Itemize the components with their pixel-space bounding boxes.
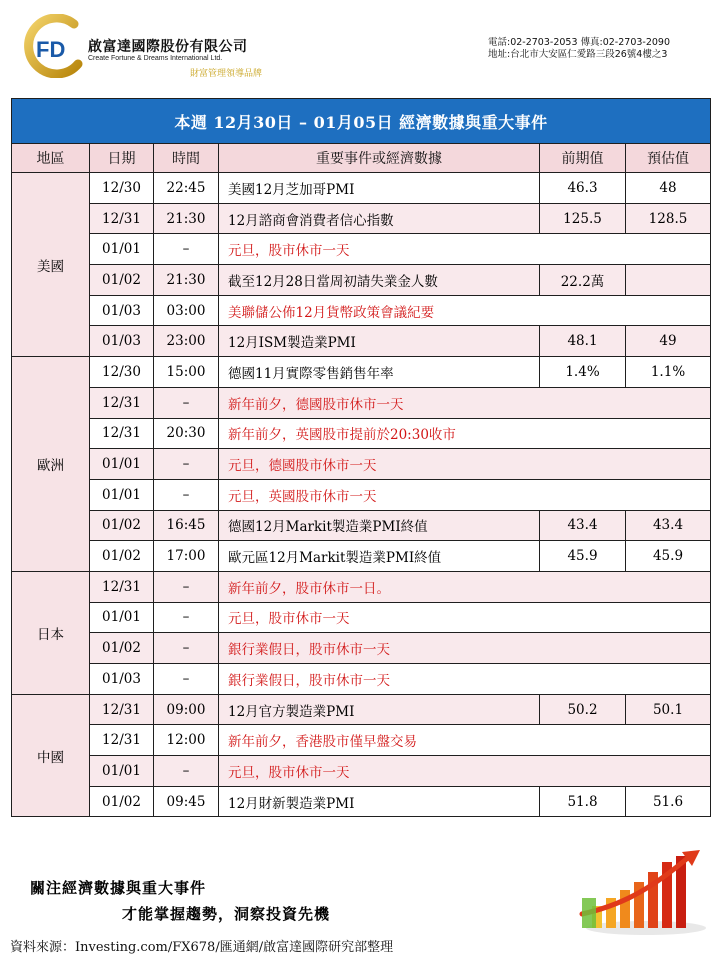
company-logo [22, 14, 292, 84]
date-cell: 01/01 [90, 479, 154, 510]
date-cell: 12/31 [90, 571, 154, 602]
time-cell: – [154, 633, 219, 664]
time-cell: 12:00 [154, 725, 219, 756]
date-cell: 01/02 [90, 786, 154, 817]
date-cell: 01/02 [90, 541, 154, 572]
event-cell: 歐元區12月Markit製造業PMI終值 [219, 541, 540, 572]
time-cell: 20:30 [154, 418, 219, 449]
table-row [12, 510, 711, 541]
previous-value-cell: 43.4 [540, 510, 626, 541]
table-row [12, 725, 711, 756]
table-row [12, 664, 711, 695]
event-cell: 銀行業假日，股市休市一天 [219, 633, 711, 664]
event-cell: 銀行業假日，股市休市一天 [219, 664, 711, 695]
rising-bars-illustration [578, 848, 708, 936]
company-name-cn: 啟富達國際股份有限公司 [88, 39, 248, 55]
date-cell: 01/03 [90, 664, 154, 695]
date-cell: 01/01 [90, 449, 154, 480]
time-cell: 15:00 [154, 357, 219, 388]
time-cell: 17:00 [154, 541, 219, 572]
event-cell: 美國12月芝加哥PMI [219, 173, 540, 204]
previous-value-cell: 22.2萬 [540, 265, 626, 296]
slogan-line1: 關注經濟數據與重大事件 [30, 879, 207, 897]
fd-logo-icon [22, 14, 86, 78]
event-cell: 元旦，英國股市休市一天 [219, 479, 711, 510]
contact-info [488, 37, 670, 61]
header-event: 重要事件或經濟數據 [219, 144, 540, 173]
date-cell: 12/31 [90, 725, 154, 756]
time-cell: 03:00 [154, 295, 219, 326]
date-cell: 01/02 [90, 633, 154, 664]
event-cell: 12月諮商會消費者信心指數 [219, 203, 540, 234]
header-previous: 前期值 [540, 144, 626, 173]
time-cell: 09:45 [154, 786, 219, 817]
date-cell: 01/03 [90, 295, 154, 326]
brand-tagline: 財富管理領導品牌 [190, 69, 263, 79]
slogan-line2: 才能掌握趨勢，洞察投資先機 [122, 905, 331, 923]
region-cell: 日本 [12, 571, 90, 694]
region-cell: 中國 [12, 694, 90, 817]
event-cell: 元旦，股市休市一天 [219, 756, 711, 787]
event-cell: 德國11月實際零售銷售年率 [219, 357, 540, 388]
previous-value-cell: 51.8 [540, 786, 626, 817]
event-cell: 美聯儲公佈12月貨幣政策會議紀要 [219, 295, 711, 326]
time-cell: 21:30 [154, 203, 219, 234]
table-row [12, 449, 711, 480]
date-cell: 01/02 [90, 510, 154, 541]
table-row [12, 541, 711, 572]
table-row [12, 203, 711, 234]
time-cell: – [154, 571, 219, 602]
time-cell: – [154, 602, 219, 633]
header-forecast: 預估值 [626, 144, 711, 173]
table-row [12, 326, 711, 357]
time-cell: – [154, 449, 219, 480]
forecast-value-cell: 48 [626, 173, 711, 204]
date-cell: 12/30 [90, 357, 154, 388]
time-cell: – [154, 479, 219, 510]
forecast-value-cell: 1.1% [626, 357, 711, 388]
time-cell: 23:00 [154, 326, 219, 357]
event-cell: 截至12月28日當周初請失業金人數 [219, 265, 540, 296]
table-row [12, 295, 711, 326]
forecast-value-cell: 49 [626, 326, 711, 357]
svg-text:FD: FD [36, 37, 66, 62]
table-row [12, 756, 711, 787]
event-cell: 12月財新製造業PMI [219, 786, 540, 817]
date-cell: 12/30 [90, 173, 154, 204]
time-cell: – [154, 387, 219, 418]
time-cell: 16:45 [154, 510, 219, 541]
event-cell: 元旦，股市休市一天 [219, 602, 711, 633]
table-row [12, 418, 711, 449]
time-cell: – [154, 234, 219, 265]
date-cell: 01/01 [90, 756, 154, 787]
time-cell: – [154, 756, 219, 787]
event-cell: 12月ISM製造業PMI [219, 326, 540, 357]
economic-calendar-table [11, 98, 711, 817]
date-cell: 12/31 [90, 387, 154, 418]
data-source: 資料來源：Investing.com/FX678/匯通網/啟富達國際研究部整理 [10, 940, 394, 955]
table-row [12, 387, 711, 418]
previous-value-cell: 48.1 [540, 326, 626, 357]
company-name-en: Create Fortune & Dreams International Ltd. [88, 55, 223, 62]
table-row [12, 602, 711, 633]
event-cell: 新年前夕，英國股市提前於20:30收市 [219, 418, 711, 449]
region-cell: 美國 [12, 173, 90, 357]
header-date: 日期 [90, 144, 154, 173]
column-headers [12, 144, 711, 173]
table-row [12, 571, 711, 602]
date-cell: 01/01 [90, 234, 154, 265]
table-row [12, 173, 711, 204]
event-cell: 德國12月Markit製造業PMI終值 [219, 510, 540, 541]
event-cell: 元旦，股市休市一天 [219, 234, 711, 265]
date-cell: 01/01 [90, 602, 154, 633]
previous-value-cell: 125.5 [540, 203, 626, 234]
table-row [12, 694, 711, 725]
table-row [12, 357, 711, 388]
time-cell: 21:30 [154, 265, 219, 296]
forecast-value-cell [626, 265, 711, 296]
event-cell: 新年前夕，香港股市僅早盤交易 [219, 725, 711, 756]
date-cell: 01/02 [90, 265, 154, 296]
previous-value-cell: 45.9 [540, 541, 626, 572]
header-region: 地區 [12, 144, 90, 173]
table-row [12, 234, 711, 265]
previous-value-cell: 46.3 [540, 173, 626, 204]
forecast-value-cell: 43.4 [626, 510, 711, 541]
table-row [12, 786, 711, 817]
date-cell: 12/31 [90, 694, 154, 725]
event-cell: 新年前夕，德國股市休市一天 [219, 387, 711, 418]
event-cell: 新年前夕，股市休市一日。 [219, 571, 711, 602]
table-row [12, 633, 711, 664]
address: 地址:台北市大安區仁愛路三段26號4樓之3 [488, 49, 668, 60]
forecast-value-cell: 45.9 [626, 541, 711, 572]
region-cell: 歐洲 [12, 357, 90, 572]
time-cell: – [154, 664, 219, 695]
phone-fax: 電話:02-2703-2053 傳真:02-2703-2090 [488, 37, 671, 48]
time-cell: 22:45 [154, 173, 219, 204]
table-row [12, 265, 711, 296]
forecast-value-cell: 51.6 [626, 786, 711, 817]
forecast-value-cell: 50.1 [626, 694, 711, 725]
date-cell: 01/03 [90, 326, 154, 357]
date-cell: 12/31 [90, 418, 154, 449]
table-row [12, 479, 711, 510]
event-cell: 元旦，德國股市休市一天 [219, 449, 711, 480]
forecast-value-cell: 128.5 [626, 203, 711, 234]
header-time: 時間 [154, 144, 219, 173]
event-cell: 12月官方製造業PMI [219, 694, 540, 725]
table-title: 本週 12月30日 – 01月05日 經濟數據與重大事件 [12, 99, 711, 144]
previous-value-cell: 1.4% [540, 357, 626, 388]
time-cell: 09:00 [154, 694, 219, 725]
previous-value-cell: 50.2 [540, 694, 626, 725]
date-cell: 12/31 [90, 203, 154, 234]
